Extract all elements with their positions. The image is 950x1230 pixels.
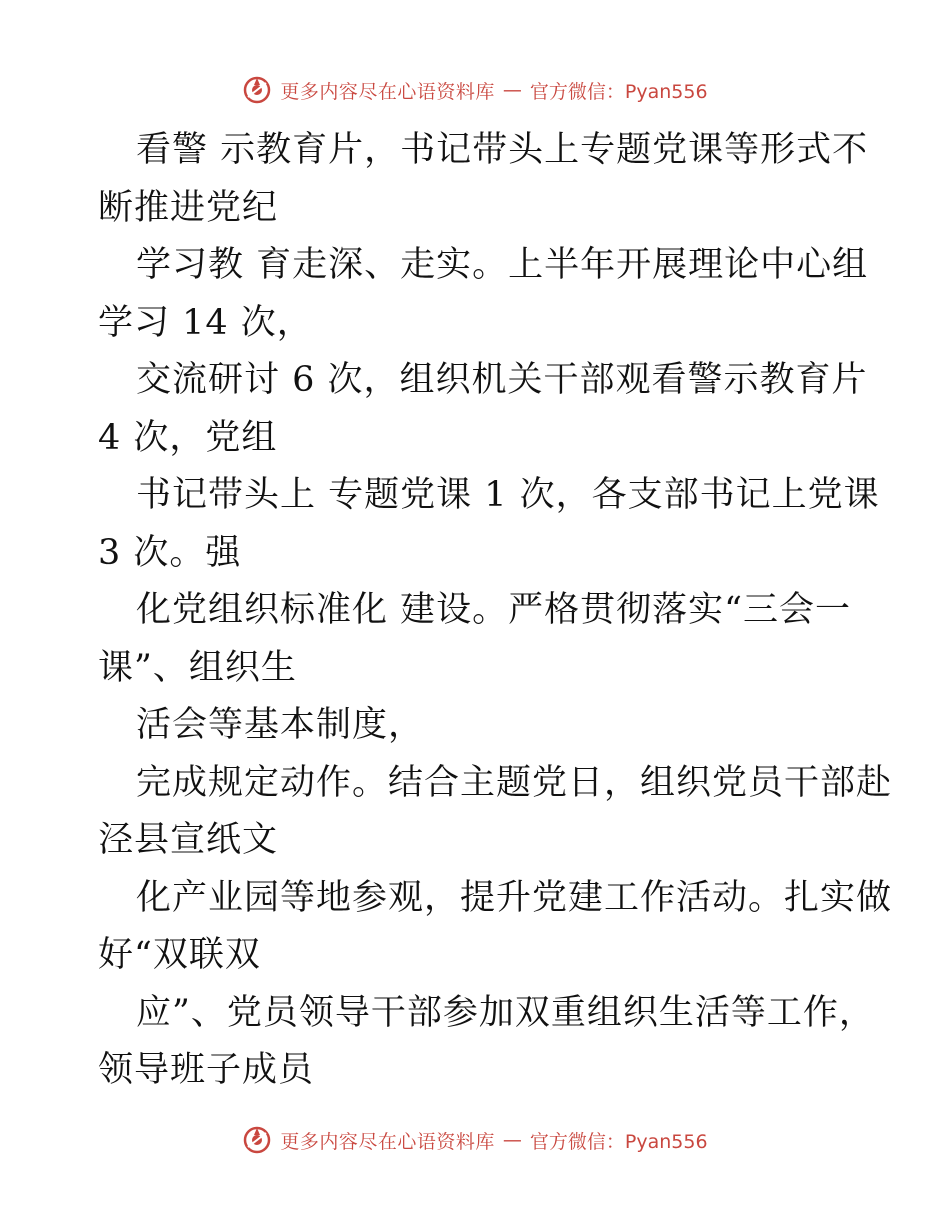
text-line: 交流研讨 6 次，组织机关干部观看警示教育片 bbox=[136, 360, 868, 400]
text-line: 应”、党员领导干部参加双重组织生活等工作， bbox=[136, 992, 875, 1033]
text-line: 学习 14 次， bbox=[98, 302, 313, 343]
text-line: 化党组织标准化 建设。严格贯彻落实“三会一 bbox=[136, 590, 852, 630]
text-line: 3 次。强 bbox=[98, 532, 242, 573]
header-watermark bbox=[0, 70, 950, 110]
text-line: 好“双联双 bbox=[98, 935, 261, 975]
text-line: 书记带头上 专题党课 1 次，各支部书记上党课 bbox=[136, 475, 880, 515]
footer-watermark bbox=[0, 1120, 950, 1160]
brand-logo-icon bbox=[242, 1125, 272, 1155]
text-line: 领导班子成员 bbox=[98, 1050, 315, 1090]
text-line: 泾县宣纸文 bbox=[98, 820, 279, 860]
text-line: 看警 示教育片，书记带头上专题党课等形式不 bbox=[136, 130, 869, 170]
watermark-main-text: 更多内容尽在心语资料库 bbox=[280, 1130, 495, 1153]
watermark-dash: — bbox=[502, 79, 522, 101]
text-line: 学习教 育走深、走实。上半年开展理论中心组 bbox=[136, 245, 869, 285]
text-line: 4 次，党组 bbox=[98, 417, 278, 458]
body-text bbox=[98, 122, 893, 1100]
watermark-sub-text: 官方微信：Pyan556 bbox=[529, 80, 708, 103]
watermark-dash: — bbox=[502, 1129, 522, 1151]
text-line: 化产业园等地参观，提升党建工作活动。扎实做 bbox=[136, 877, 893, 918]
watermark-sub-text: 官方微信：Pyan556 bbox=[529, 1130, 708, 1153]
text-line: 活会等基本制度， bbox=[136, 705, 425, 745]
text-line: 课”、组织生 bbox=[98, 647, 297, 688]
watermark-main-text: 更多内容尽在心语资料库 bbox=[280, 80, 495, 103]
text-line: 断推进党纪 bbox=[98, 187, 279, 228]
text-line: 完成规定动作。结合主题党日，组织党员干部赴 bbox=[136, 762, 893, 803]
brand-logo-icon bbox=[242, 75, 272, 105]
